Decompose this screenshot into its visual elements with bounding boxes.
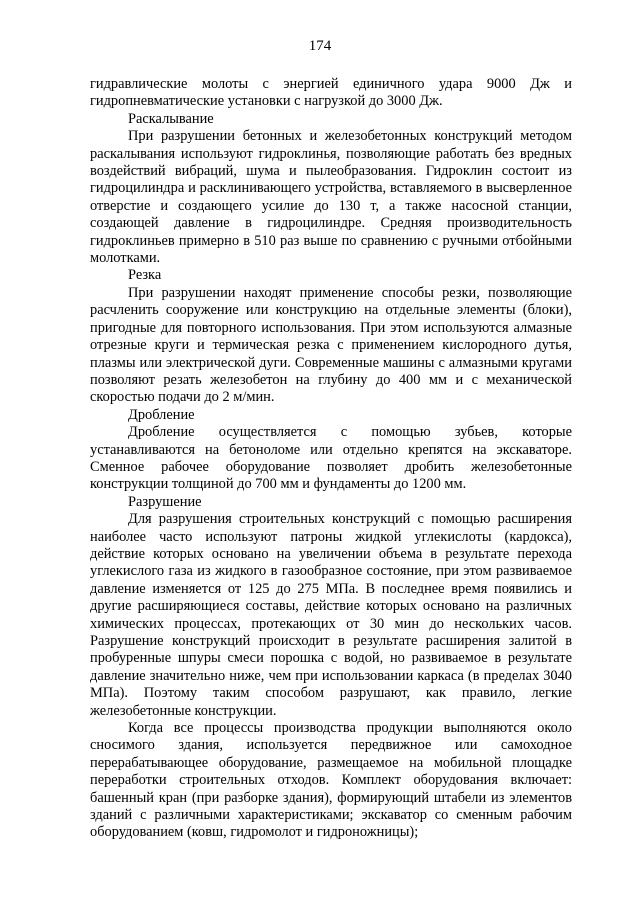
paragraph-cutting: При разрушении находят применение способы резки, позволяющие расчленить сооружение или конструкцию на отдельные элементы (блоки), пригодные для повторного использования. При этом используются алмазные отрезные круги и термическая резка с применением кислородного дутья, плазмы или электрической дуги. Современные машины с алмазными кругами позволяют резать железобетон на глубину до 400 мм и с механической скоростью подачи до 2 м/мин.	[90, 284, 572, 406]
section-heading-crushing: Дробление	[128, 406, 195, 423]
section-heading-destruction: Разрушение	[128, 493, 202, 510]
paragraph-splitting: При разрушении бетонных и железобетонных конструкций методом раскалывания используют гидроклинья, позволяющие работать без вредных воздействий вибраций, шума и пылеобразования. Гидроклин состоит из гидроцилиндра и расклинивающего устройства, вставляемого в высверленное отверстие и создающего усилие до 130 т, а также насосной станции, создающей давление в гидроцилиндре. Средняя производительность гидроклиньев примерно в 510 раз выше по сравнению с ручными отбойными молотками.	[90, 128, 572, 267]
paragraph-destruction: Для разрушения строительных конструкций с помощью расширения наиболее часто используют патроны жидкой углекислоты (кардокса), действие которых основано на увеличении объема в результате перехода углекислого газа из жидкого в газообразное состояние, при этом развиваемое давление изменяется от 125 до 275 МПа. В последнее время появились и другие расширяющиеся составы, действие которых основано на различных химических процессах, протекающих от 30 мин до нескольких часов. Разрушение конструкций происходит в результате расширения залитой в пробуренные шпуры смеси порошка с водой, но развиваемое в результате давление значительно ниже, чем при использовании каркаса (в пределах 3040 МПа). Поэтому таким способом разрушают, как правило, легкие железобетонные конструкции.	[90, 511, 572, 719]
page-number: 174	[308, 38, 332, 54]
paragraph-crushing: Дробление осуществляется с помощью зубьев, которые устанавливаются на бетоноломе или отдельно крепятся на экскаваторе. Сменное рабочее оборудование позволяет дробить железобетонные конструкции толщиной до 700 мм и фундаменты до 1200 мм.	[90, 424, 572, 493]
page-body	[90, 76, 572, 842]
paragraph-continuation: гидравлические молоты с энергией единичного удара 9000 Дж и гидропневматические установки с нагрузкой до 3000 Дж.	[90, 76, 572, 110]
section-heading-cutting: Резка	[128, 267, 162, 284]
section-heading-splitting: Раскалывание	[128, 110, 214, 127]
paragraph-mobile-processing: Когда все процессы производства продукции выполняются около сносимого здания, используется передвижное или самоходное перерабатывающее оборудование, размещаемое на мобильной площадке переработки строительных отходов. Комплект оборудования включает: башенный кран (при разборке здания), формирующий штабели из элементов зданий с различными характеристиками; экскаватор со сменным рабочим оборудованием (ковш, гидромолот и гидроножницы);	[90, 720, 572, 841]
